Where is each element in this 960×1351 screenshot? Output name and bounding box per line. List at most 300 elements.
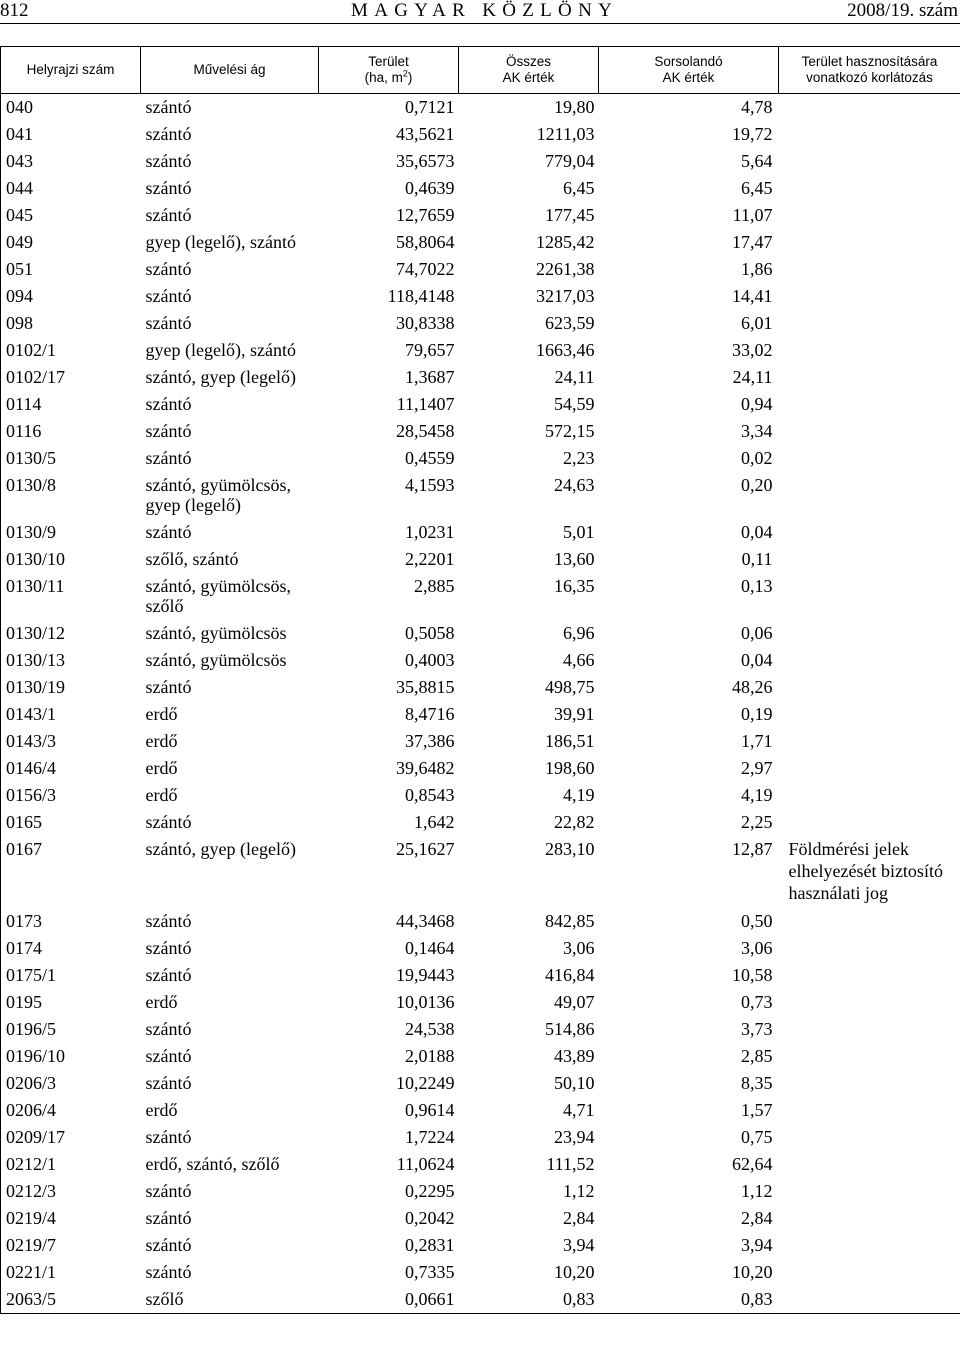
restriction-cell bbox=[779, 229, 960, 256]
area-cell: 0,2831 bbox=[405, 1235, 455, 1255]
operation-cell: szántó bbox=[145, 1235, 192, 1255]
area-cell: 2,0188 bbox=[405, 1046, 455, 1066]
draw-ak-cell: 0,50 bbox=[741, 911, 773, 931]
operation-cell: szántó bbox=[145, 448, 192, 468]
total-ak-cell: 283,10 bbox=[545, 839, 595, 859]
area-cell: 35,8815 bbox=[396, 677, 455, 697]
operation-cell: szántó bbox=[145, 178, 192, 198]
area-cell: 43,5621 bbox=[396, 124, 455, 144]
restriction-cell bbox=[779, 962, 960, 989]
table-row bbox=[1, 962, 960, 989]
operation-cell: szántó bbox=[145, 965, 192, 985]
draw-ak-cell: 1,57 bbox=[741, 1100, 773, 1120]
table-row bbox=[1, 1124, 960, 1151]
draw-ak-cell: 8,35 bbox=[741, 1073, 773, 1093]
draw-ak-cell: 1,86 bbox=[741, 259, 773, 279]
restriction-cell: Földmérési jelek elhelyezését biztosító használati jog bbox=[779, 836, 960, 908]
total-ak-cell: 2,84 bbox=[563, 1208, 595, 1228]
restriction-cell bbox=[779, 148, 960, 175]
draw-ak-cell: 3,06 bbox=[741, 938, 773, 958]
plot-cell: 051 bbox=[1, 256, 141, 283]
table-row bbox=[1, 148, 960, 175]
plot-cell: 0102/1 bbox=[1, 337, 141, 364]
plot-cell: 0130/5 bbox=[1, 445, 141, 472]
draw-ak-cell: 10,58 bbox=[732, 965, 773, 985]
total-ak-cell: 842,85 bbox=[545, 911, 595, 931]
restriction-cell bbox=[779, 1178, 960, 1205]
plot-cell: 0116 bbox=[1, 418, 141, 445]
column-header-total-ak: Összes AK érték bbox=[459, 47, 599, 94]
restriction-cell bbox=[779, 701, 960, 728]
restriction-cell bbox=[779, 620, 960, 647]
area-cell: 0,4559 bbox=[405, 448, 455, 468]
total-ak-cell: 186,51 bbox=[545, 731, 595, 751]
restriction-cell bbox=[779, 989, 960, 1016]
plot-cell: 0130/11 bbox=[1, 573, 141, 620]
draw-ak-cell: 2,97 bbox=[741, 758, 773, 778]
plot-cell: 0175/1 bbox=[1, 962, 141, 989]
table-row bbox=[1, 701, 960, 728]
table-row bbox=[1, 908, 960, 935]
area-cell: 1,642 bbox=[414, 812, 455, 832]
total-ak-cell: 4,66 bbox=[563, 650, 595, 670]
operation-cell: szántó bbox=[145, 313, 192, 333]
area-cell: 0,9614 bbox=[405, 1100, 455, 1120]
restriction-cell bbox=[779, 573, 960, 620]
plot-cell: 0146/4 bbox=[1, 755, 141, 782]
plot-cell: 049 bbox=[1, 229, 141, 256]
total-ak-cell: 24,11 bbox=[554, 367, 595, 387]
restriction-cell bbox=[779, 94, 960, 122]
table-row bbox=[1, 1043, 960, 1070]
restriction-cell bbox=[779, 472, 960, 519]
draw-ak-cell: 3,73 bbox=[741, 1019, 773, 1039]
area-cell: 35,6573 bbox=[396, 151, 455, 171]
operation-cell: erdő bbox=[145, 731, 178, 751]
area-cell: 0,4003 bbox=[405, 650, 455, 670]
header-rule bbox=[0, 23, 960, 24]
plot-cell: 094 bbox=[1, 283, 141, 310]
draw-ak-cell: 0,13 bbox=[741, 576, 773, 596]
plot-cell: 044 bbox=[1, 175, 141, 202]
area-cell: 30,8338 bbox=[396, 313, 455, 333]
draw-ak-cell: 0,04 bbox=[741, 522, 773, 542]
area-cell: 10,0136 bbox=[396, 992, 455, 1012]
plot-cell: 0143/3 bbox=[1, 728, 141, 755]
table-row bbox=[1, 256, 960, 283]
draw-ak-cell: 17,47 bbox=[732, 232, 773, 252]
restriction-cell bbox=[779, 935, 960, 962]
restriction-cell bbox=[779, 546, 960, 573]
operation-cell: erdő, szántó, szőlő bbox=[145, 1154, 280, 1174]
draw-ak-cell: 2,84 bbox=[741, 1208, 773, 1228]
plot-cell: 0209/17 bbox=[1, 1124, 141, 1151]
table-row bbox=[1, 310, 960, 337]
total-ak-cell: 3,94 bbox=[563, 1235, 595, 1255]
area-cell: 12,7659 bbox=[396, 205, 455, 225]
table-row bbox=[1, 782, 960, 809]
plot-cell: 0219/4 bbox=[1, 1205, 141, 1232]
operation-cell: erdő bbox=[145, 758, 178, 778]
total-ak-cell: 779,04 bbox=[545, 151, 595, 171]
table-row bbox=[1, 620, 960, 647]
operation-cell: szántó, gyep (legelő) bbox=[145, 367, 296, 387]
draw-ak-cell: 10,20 bbox=[732, 1262, 773, 1282]
total-ak-cell: 0,83 bbox=[459, 1286, 599, 1314]
draw-ak-cell: 24,11 bbox=[732, 367, 773, 387]
total-ak-cell: 1211,03 bbox=[536, 124, 595, 144]
table-row bbox=[1, 674, 960, 701]
table-row bbox=[1, 418, 960, 445]
plot-cell: 0130/10 bbox=[1, 546, 141, 573]
total-ak-cell: 4,19 bbox=[563, 785, 595, 805]
restriction-cell bbox=[779, 782, 960, 809]
total-ak-cell: 50,10 bbox=[554, 1073, 595, 1093]
restriction-cell bbox=[779, 391, 960, 418]
draw-ak-cell: 0,04 bbox=[741, 650, 773, 670]
operation-cell: szántó bbox=[145, 911, 192, 931]
table-row bbox=[1, 202, 960, 229]
draw-ak-cell: 62,64 bbox=[732, 1154, 773, 1174]
plot-cell: 0206/3 bbox=[1, 1070, 141, 1097]
plot-cell: 0114 bbox=[1, 391, 141, 418]
plot-cell: 2063/5 bbox=[1, 1286, 141, 1314]
total-ak-cell: 49,07 bbox=[554, 992, 595, 1012]
restriction-cell bbox=[779, 728, 960, 755]
draw-ak-cell: 4,78 bbox=[741, 97, 773, 117]
operation-cell: erdő bbox=[145, 1100, 178, 1120]
table-row bbox=[1, 472, 960, 519]
restriction-cell bbox=[779, 256, 960, 283]
area-cell: 0,7121 bbox=[405, 97, 455, 117]
table-row bbox=[1, 1286, 960, 1314]
operation-cell: szántó bbox=[145, 1127, 192, 1147]
column-header-plot: Helyrajzi szám bbox=[1, 47, 141, 94]
plot-cell: 0221/1 bbox=[1, 1259, 141, 1286]
operation-cell: szántó bbox=[145, 1262, 192, 1282]
plot-cell: 0130/13 bbox=[1, 647, 141, 674]
total-ak-cell: 10,20 bbox=[554, 1262, 595, 1282]
area-cell: 118,4148 bbox=[387, 286, 455, 306]
area-cell: 0,2042 bbox=[405, 1208, 455, 1228]
area-cell: 0,7335 bbox=[405, 1262, 455, 1282]
plot-cell: 0212/1 bbox=[1, 1151, 141, 1178]
table-row bbox=[1, 175, 960, 202]
draw-ak-cell: 0,19 bbox=[741, 704, 773, 724]
draw-ak-cell: 0,20 bbox=[741, 475, 773, 495]
operation-cell: szántó bbox=[145, 1073, 192, 1093]
operation-cell: szőlő, szántó bbox=[145, 549, 239, 569]
total-ak-cell: 43,89 bbox=[554, 1046, 595, 1066]
operation-cell: erdő bbox=[145, 992, 178, 1012]
restriction-cell bbox=[779, 337, 960, 364]
draw-ak-cell: 48,26 bbox=[732, 677, 773, 697]
operation-cell: szántó bbox=[145, 259, 192, 279]
restriction-cell bbox=[779, 1151, 960, 1178]
draw-ak-cell: 5,64 bbox=[741, 151, 773, 171]
total-ak-cell: 514,86 bbox=[545, 1019, 595, 1039]
plot-cell: 0167 bbox=[1, 836, 141, 908]
issue-number: 2008/19. szám bbox=[847, 0, 958, 21]
operation-cell: szántó bbox=[145, 1019, 192, 1039]
restriction-cell bbox=[779, 1259, 960, 1286]
total-ak-cell: 498,75 bbox=[545, 677, 595, 697]
table-row bbox=[1, 364, 960, 391]
operation-cell: szántó bbox=[145, 394, 192, 414]
area-cell: 10,2249 bbox=[396, 1073, 455, 1093]
restriction-cell bbox=[779, 364, 960, 391]
table-row bbox=[1, 1259, 960, 1286]
operation-cell: szántó bbox=[145, 938, 192, 958]
column-header-draw-ak: Sorsolandó AK érték bbox=[599, 47, 779, 94]
table-row bbox=[1, 755, 960, 782]
operation-cell: erdő bbox=[145, 785, 178, 805]
table-row bbox=[1, 229, 960, 256]
table-row bbox=[1, 1016, 960, 1043]
plot-cell: 0173 bbox=[1, 908, 141, 935]
table-header bbox=[1, 47, 960, 94]
plot-cell: 0143/1 bbox=[1, 701, 141, 728]
plot-cell: 0206/4 bbox=[1, 1097, 141, 1124]
plot-cell: 0196/10 bbox=[1, 1043, 141, 1070]
restriction-cell bbox=[779, 202, 960, 229]
table-row bbox=[1, 1151, 960, 1178]
plot-cell: 0219/7 bbox=[1, 1232, 141, 1259]
restriction-cell bbox=[779, 1124, 960, 1151]
draw-ak-cell: 14,41 bbox=[732, 286, 773, 306]
restriction-cell bbox=[779, 1097, 960, 1124]
restriction-cell bbox=[779, 418, 960, 445]
draw-ak-cell: 1,12 bbox=[741, 1181, 773, 1201]
total-ak-cell: 111,52 bbox=[546, 1154, 595, 1174]
operation-cell: szántó bbox=[145, 1046, 192, 1066]
page-header bbox=[0, 0, 960, 22]
table-row bbox=[1, 728, 960, 755]
area-cell: 4,1593 bbox=[405, 475, 455, 495]
plot-cell: 098 bbox=[1, 310, 141, 337]
operation-cell: szőlő bbox=[141, 1286, 319, 1314]
table-row bbox=[1, 935, 960, 962]
area-cell: 28,5458 bbox=[396, 421, 455, 441]
table-row bbox=[1, 94, 960, 122]
total-ak-cell: 1285,42 bbox=[536, 232, 595, 252]
draw-ak-cell: 12,87 bbox=[732, 839, 773, 859]
operation-cell: szántó bbox=[145, 812, 192, 832]
plot-cell: 0165 bbox=[1, 809, 141, 836]
operation-cell: szántó, gyümölcsös, szőlő bbox=[145, 576, 291, 616]
land-parcel-table bbox=[0, 46, 960, 1314]
area-cell: 11,0624 bbox=[396, 1154, 455, 1174]
area-cell: 0,4639 bbox=[405, 178, 455, 198]
table-row bbox=[1, 391, 960, 418]
restriction-cell bbox=[779, 1016, 960, 1043]
area-cell: 25,1627 bbox=[396, 839, 455, 859]
plot-cell: 0212/3 bbox=[1, 1178, 141, 1205]
total-ak-cell: 2261,38 bbox=[536, 259, 595, 279]
plot-cell: 0195 bbox=[1, 989, 141, 1016]
draw-ak-cell: 0,02 bbox=[741, 448, 773, 468]
area-cell: 19,9443 bbox=[396, 965, 455, 985]
table-body bbox=[1, 94, 960, 1314]
operation-cell: szántó, gyümölcsös bbox=[145, 623, 287, 643]
area-cell: 79,657 bbox=[405, 340, 455, 360]
restriction-cell bbox=[779, 809, 960, 836]
area-cell: 44,3468 bbox=[396, 911, 455, 931]
total-ak-cell: 3217,03 bbox=[536, 286, 595, 306]
table-row bbox=[1, 283, 960, 310]
total-ak-cell: 39,91 bbox=[554, 704, 595, 724]
table-row bbox=[1, 546, 960, 573]
total-ak-cell: 572,15 bbox=[545, 421, 595, 441]
area-cell: 39,6482 bbox=[396, 758, 455, 778]
table-row bbox=[1, 809, 960, 836]
column-header-area: Terület (ha, $m^2$) bbox=[319, 47, 459, 94]
draw-ak-cell: 19,72 bbox=[732, 124, 773, 144]
draw-ak-cell: 0,11 bbox=[741, 549, 773, 569]
area-cell: 1,7224 bbox=[405, 1127, 455, 1147]
draw-ak-cell: 6,45 bbox=[741, 178, 773, 198]
total-ak-cell: 19,80 bbox=[554, 97, 595, 117]
total-ak-cell: 4,71 bbox=[563, 1100, 595, 1120]
total-ak-cell: 1,12 bbox=[563, 1181, 595, 1201]
restriction-cell bbox=[779, 647, 960, 674]
plot-cell: 0130/12 bbox=[1, 620, 141, 647]
table-row bbox=[1, 121, 960, 148]
total-ak-cell: 54,59 bbox=[554, 394, 595, 414]
column-header-restriction: Terület hasznosítására vonatkozó korlátozás bbox=[779, 47, 960, 94]
total-ak-cell: 22,82 bbox=[554, 812, 595, 832]
restriction-cell bbox=[779, 1232, 960, 1259]
table-row bbox=[1, 1205, 960, 1232]
draw-ak-cell: 0,73 bbox=[741, 992, 773, 1012]
operation-cell: szántó bbox=[145, 677, 192, 697]
table-row bbox=[1, 989, 960, 1016]
area-cell: 58,8064 bbox=[396, 232, 455, 252]
draw-ak-cell: 2,85 bbox=[741, 1046, 773, 1066]
plot-cell: 045 bbox=[1, 202, 141, 229]
draw-ak-cell: 1,71 bbox=[741, 731, 773, 751]
table-row bbox=[1, 337, 960, 364]
restriction-cell bbox=[779, 674, 960, 701]
operation-cell: szántó bbox=[145, 1181, 192, 1201]
publication-title: MAGYAR KÖZLÖNY bbox=[351, 0, 619, 21]
operation-cell: szántó, gyümölcsös bbox=[145, 650, 287, 670]
plot-cell: 0130/9 bbox=[1, 519, 141, 546]
table-row bbox=[1, 1097, 960, 1124]
restriction-cell bbox=[779, 283, 960, 310]
draw-ak-cell: 11,07 bbox=[732, 205, 773, 225]
plot-cell: 041 bbox=[1, 121, 141, 148]
plot-cell: 0130/8 bbox=[1, 472, 141, 519]
area-cell: 11,1407 bbox=[396, 394, 455, 414]
draw-ak-cell: 3,34 bbox=[741, 421, 773, 441]
draw-ak-cell: 0,75 bbox=[741, 1127, 773, 1147]
draw-ak-cell: 3,94 bbox=[741, 1235, 773, 1255]
draw-ak-cell: 0,83 bbox=[599, 1286, 779, 1314]
restriction-cell bbox=[779, 1286, 960, 1314]
area-cell: 2,885 bbox=[414, 576, 455, 596]
table-row bbox=[1, 647, 960, 674]
total-ak-cell: 16,35 bbox=[554, 576, 595, 596]
operation-cell: szántó bbox=[145, 421, 192, 441]
total-ak-cell: 2,23 bbox=[563, 448, 595, 468]
total-ak-cell: 416,84 bbox=[545, 965, 595, 985]
area-cell: 37,386 bbox=[405, 731, 455, 751]
area-cell: 74,7022 bbox=[396, 259, 455, 279]
restriction-cell bbox=[779, 1205, 960, 1232]
draw-ak-cell: 2,25 bbox=[741, 812, 773, 832]
restriction-cell bbox=[779, 519, 960, 546]
total-ak-cell: 198,60 bbox=[545, 758, 595, 778]
total-ak-cell: 6,45 bbox=[563, 178, 595, 198]
area-cell: 2,2201 bbox=[405, 549, 455, 569]
plot-cell: 0130/19 bbox=[1, 674, 141, 701]
total-ak-cell: 13,60 bbox=[554, 549, 595, 569]
plot-cell: 0102/17 bbox=[1, 364, 141, 391]
table-row bbox=[1, 1232, 960, 1259]
restriction-cell bbox=[779, 755, 960, 782]
operation-cell: erdő bbox=[145, 704, 178, 724]
table-row bbox=[1, 573, 960, 620]
table-row bbox=[1, 1178, 960, 1205]
plot-cell: 0196/5 bbox=[1, 1016, 141, 1043]
restriction-cell bbox=[779, 445, 960, 472]
area-cell: 0,0661 bbox=[319, 1286, 459, 1314]
draw-ak-cell: 33,02 bbox=[732, 340, 773, 360]
area-cell: 0,8543 bbox=[405, 785, 455, 805]
operation-cell: szántó bbox=[145, 205, 192, 225]
restriction-cell bbox=[779, 1070, 960, 1097]
draw-ak-cell: 0,94 bbox=[741, 394, 773, 414]
total-ak-cell: 1663,46 bbox=[536, 340, 595, 360]
operation-cell: gyep (legelő), szántó bbox=[145, 340, 296, 360]
plot-cell: 040 bbox=[1, 94, 141, 122]
page-number: 812 bbox=[0, 0, 29, 21]
total-ak-cell: 623,59 bbox=[545, 313, 595, 333]
restriction-cell bbox=[779, 1043, 960, 1070]
area-cell: 1,0231 bbox=[405, 522, 455, 542]
table-row bbox=[1, 836, 960, 908]
area-cell: 1,3687 bbox=[405, 367, 455, 387]
restriction-cell bbox=[779, 121, 960, 148]
operation-cell: szántó bbox=[145, 151, 192, 171]
operation-cell: szántó bbox=[145, 522, 192, 542]
restriction-cell bbox=[779, 908, 960, 935]
total-ak-cell: 24,63 bbox=[554, 475, 595, 495]
operation-cell: szántó bbox=[145, 286, 192, 306]
area-cell: 8,4716 bbox=[405, 704, 455, 724]
area-cell: 0,1464 bbox=[405, 938, 455, 958]
operation-cell: szántó, gyümölcsös, gyep (legelő) bbox=[145, 475, 291, 515]
table-row bbox=[1, 519, 960, 546]
operation-cell: szántó, gyep (legelő) bbox=[145, 839, 296, 859]
table-row bbox=[1, 1070, 960, 1097]
draw-ak-cell: 0,06 bbox=[741, 623, 773, 643]
area-cell: 0,2295 bbox=[405, 1181, 455, 1201]
plot-cell: 043 bbox=[1, 148, 141, 175]
operation-cell: gyep (legelő), szántó bbox=[145, 232, 296, 252]
total-ak-cell: 5,01 bbox=[563, 522, 595, 542]
plot-cell: 0174 bbox=[1, 935, 141, 962]
total-ak-cell: 3,06 bbox=[563, 938, 595, 958]
operation-cell: szántó bbox=[145, 97, 192, 117]
total-ak-cell: 177,45 bbox=[545, 205, 595, 225]
draw-ak-cell: 6,01 bbox=[741, 313, 773, 333]
restriction-cell bbox=[779, 310, 960, 337]
operation-cell: szántó bbox=[145, 124, 192, 144]
restriction-cell bbox=[779, 175, 960, 202]
area-cell: 24,538 bbox=[405, 1019, 455, 1039]
